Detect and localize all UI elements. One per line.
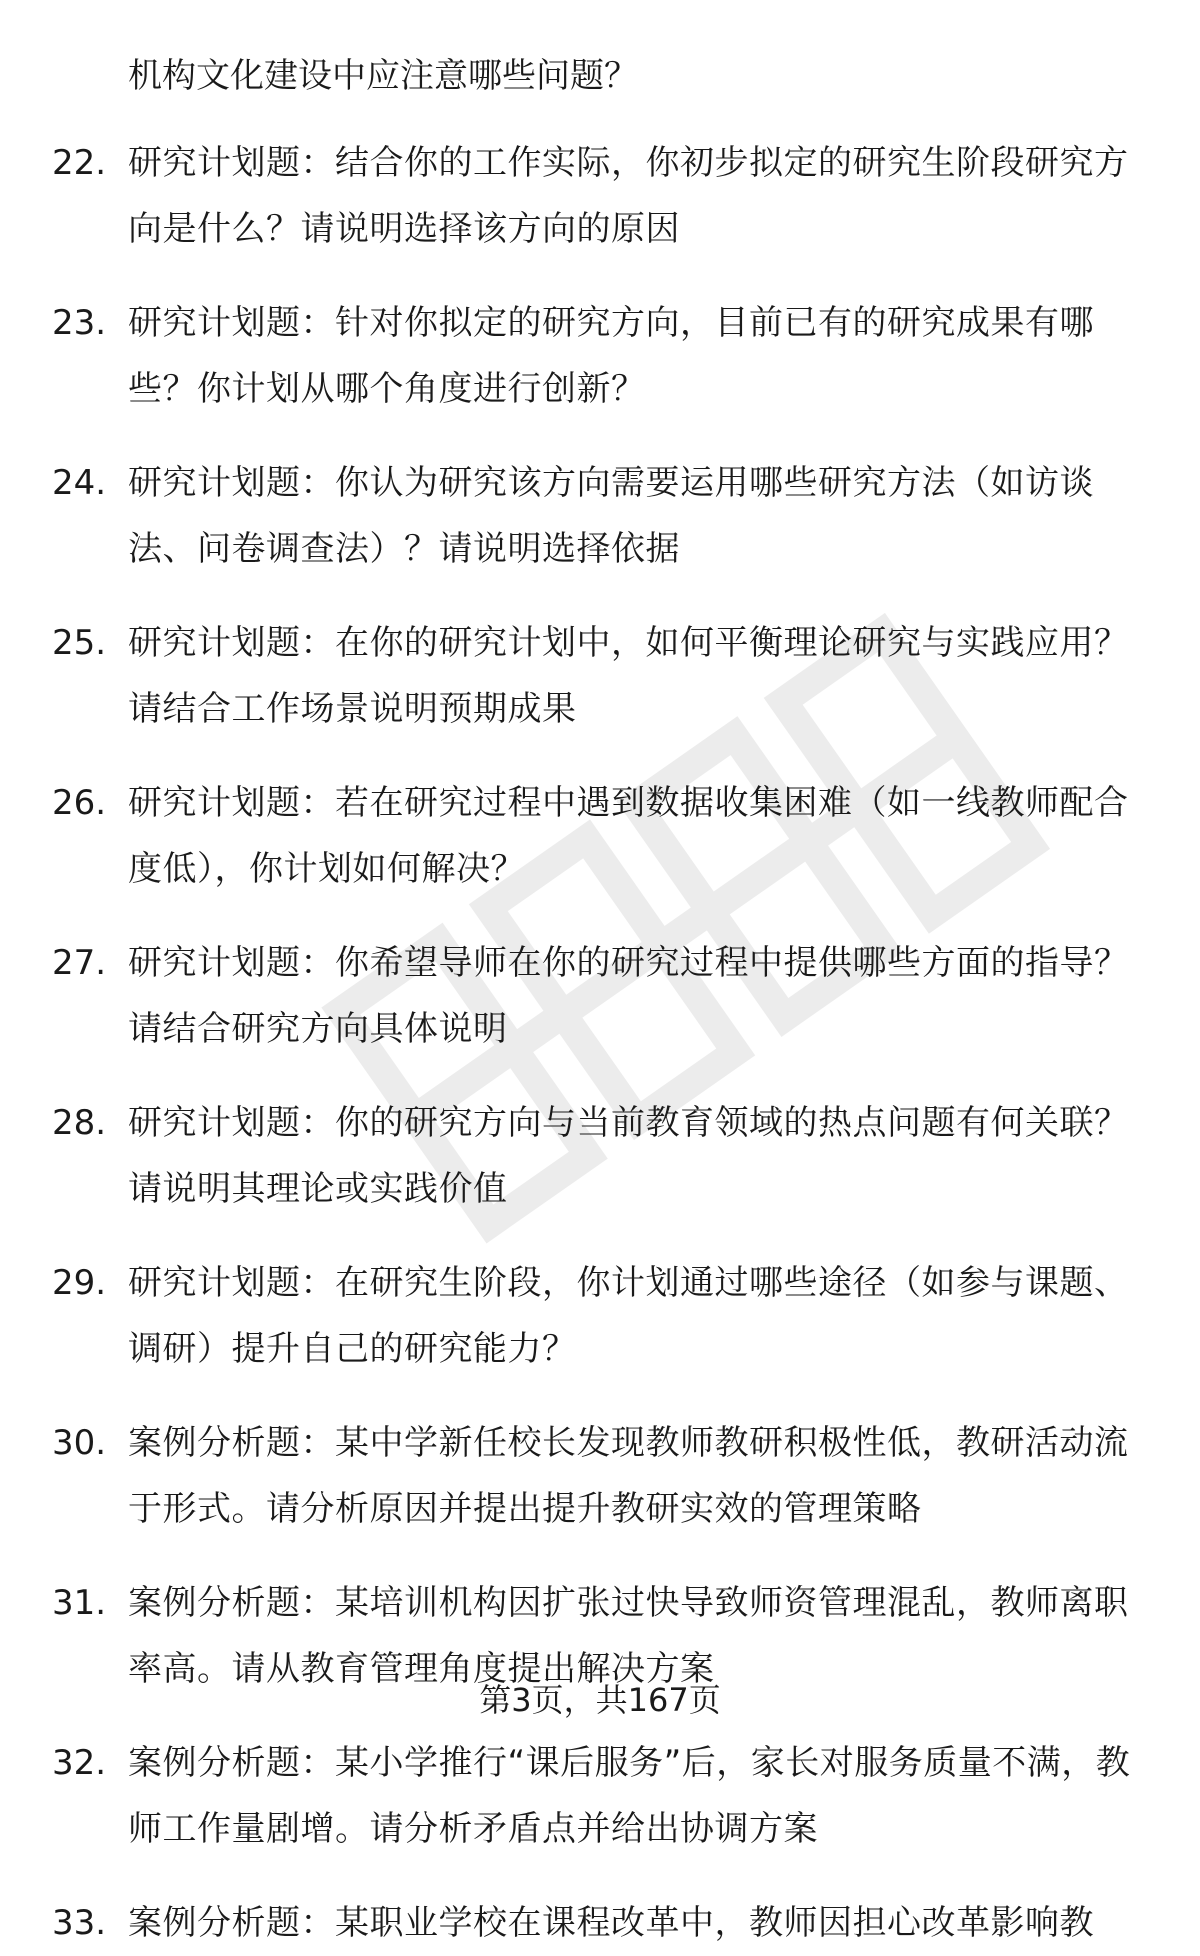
item-number: 29. bbox=[52, 1263, 107, 1303]
list-item bbox=[0, 1410, 1200, 1542]
item-number: 24. bbox=[52, 463, 107, 503]
item-text: 研究计划题：你希望导师在你的研究过程中提供哪些方面的指导？请结合研究方向具体说明 bbox=[128, 943, 1129, 1049]
item-number: 32. bbox=[52, 1743, 107, 1783]
item-number: 23. bbox=[52, 303, 107, 343]
item-number: 31. bbox=[52, 1583, 107, 1623]
continuation-line: 机构文化建设中应注意哪些问题？ bbox=[128, 56, 638, 96]
list-item bbox=[0, 610, 1200, 742]
list-item bbox=[0, 290, 1200, 422]
item-text: 研究计划题：结合你的工作实际，你初步拟定的研究生阶段研究方向是什么？请说明选择该方向的原因 bbox=[128, 143, 1129, 249]
page-footer: 第3页，共167页 bbox=[479, 1681, 721, 1719]
item-text: 案例分析题：某培训机构因扩张过快导致师资管理混乱，教师离职率高。请从教育管理角度提出解决方案 bbox=[128, 1583, 1129, 1689]
item-text: 研究计划题：在研究生阶段，你计划通过哪些途径（如参与课题、调研）提升自己的研究能力？ bbox=[128, 1263, 1129, 1369]
item-number: 25. bbox=[52, 623, 107, 663]
item-number: 22. bbox=[52, 143, 107, 183]
item-number: 26. bbox=[52, 783, 107, 823]
list-item bbox=[0, 1090, 1200, 1222]
list-item bbox=[0, 1250, 1200, 1382]
item-text: 研究计划题：你的研究方向与当前教育领域的热点问题有何关联？请说明其理论或实践价值 bbox=[128, 1103, 1129, 1209]
list-item bbox=[0, 930, 1200, 1062]
item-text: 研究计划题：针对你拟定的研究方向，目前已有的研究成果有哪些？你计划从哪个角度进行创新？ bbox=[128, 303, 1094, 409]
list-item bbox=[0, 450, 1200, 582]
list-item bbox=[0, 1890, 1200, 1956]
item-text: 研究计划题：若在研究过程中遇到数据收集困难（如一线教师配合度低），你计划如何解决？ bbox=[128, 783, 1129, 889]
list-item bbox=[0, 770, 1200, 902]
question-list bbox=[0, 50, 1200, 1956]
item-text: 案例分析题：某中学新任校长发现教师教研积极性低，教研活动流于形式。请分析原因并提出提升教研实效的管理策略 bbox=[128, 1423, 1129, 1529]
list-item bbox=[0, 130, 1200, 262]
item-text: 案例分析题：某小学推行“课后服务”后，家长对服务质量不满，教师工作量剧增。请分析矛盾点并给出协调方案 bbox=[128, 1743, 1131, 1849]
list-item bbox=[0, 1730, 1200, 1862]
item-text: 研究计划题：在你的研究计划中，如何平衡理论研究与实践应用？请结合工作场景说明预期成果 bbox=[128, 623, 1129, 729]
item-text: 案例分析题：某职业学校在课程改革中，教师因担心改革影响教 bbox=[128, 1903, 1094, 1943]
item-number: 33. bbox=[52, 1903, 107, 1943]
item-text: 研究计划题：你认为研究该方向需要运用哪些研究方法（如访谈法、问卷调查法）？请说明选择依据 bbox=[128, 463, 1094, 569]
item-number: 30. bbox=[52, 1423, 107, 1463]
item-number: 27. bbox=[52, 943, 107, 983]
item-number: 28. bbox=[52, 1103, 107, 1143]
